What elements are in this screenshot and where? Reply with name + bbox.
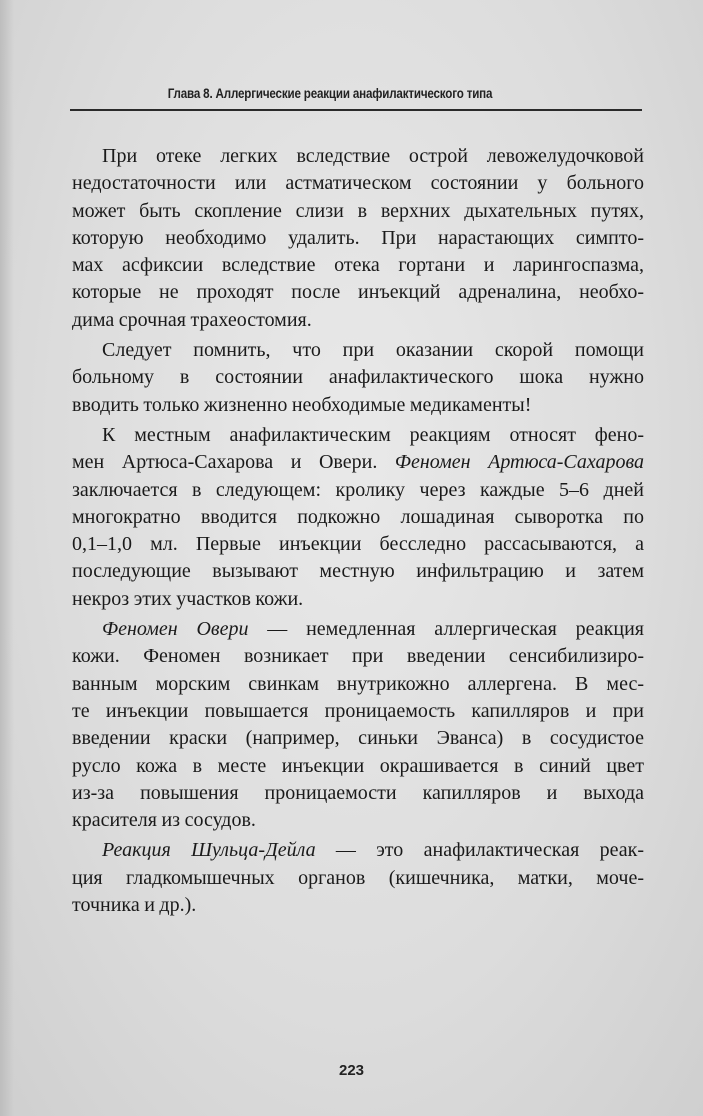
text-line-mixed — [72, 837, 644, 864]
text-segment: — это анафилактическая реак- — [315, 839, 644, 862]
text-line: ция гладкомышечных органов (кишечника, матки, моче- — [72, 866, 644, 889]
text-line: те инъекции повышается проницаемость капилляров и при — [72, 699, 644, 722]
text-line: К местным анафилактическим реакциям относят фено- — [102, 423, 644, 446]
italic-term: Феномен Артюса-Сахарова — [394, 451, 644, 474]
text-line: русло кожа в месте инъекции окрашивается в синий цвет — [72, 754, 644, 777]
text-line: мах асфиксии вследствие отека гортани и ларингоспазма, — [72, 254, 644, 277]
text-line: которые не проходят после инъекций адреналина, необхо- — [72, 281, 644, 304]
text-line: При отеке легких вследствие острой левожелудочковой — [102, 145, 644, 167]
text-line: которую необходимо удалить. При нарастающих симпто- — [72, 226, 644, 249]
text-line: многократно вводится подкожно лошадиная сыворотка по — [72, 505, 644, 528]
italic-term: Реакция Шульца-Дейла — [102, 839, 316, 862]
text-line: вводить только жизненно необходимые медикаменты! — [72, 393, 532, 416]
header-rule — [70, 109, 642, 111]
italic-term: Феномен Овери — [102, 618, 249, 641]
text-line: может быть скопление слизи в верхних дыхательных путях, — [72, 199, 644, 222]
text-line: Следует помнить, что при оказании скорой помощи — [102, 339, 644, 362]
text-line: дима срочная трахеостомия. — [72, 308, 312, 331]
body-text — [72, 143, 644, 919]
text-line: некроз этих участков кожи. — [72, 587, 304, 610]
text-line: недостаточности или астматическом состоянии у больного — [72, 172, 644, 195]
running-head: Глава 8. Аллергические реакции анафилактического типа — [167, 86, 493, 101]
text-line-mixed — [72, 449, 644, 476]
text-line: введении краски (например, синьки Эванса) в сосудистое — [72, 727, 644, 750]
text-line-mixed — [72, 616, 644, 643]
text-line: из-за повышения проницаемости капилляров и выхода — [72, 781, 644, 804]
text-segment: мен Артюса-Сахарова и Овери. — [72, 451, 395, 474]
text-line: 0,1–1,0 мл. Первые инъекции бесследно рассасываются, а — [72, 533, 644, 556]
text-line: больному в состоянии анафилактического шока нужно — [72, 366, 644, 389]
text-line: заключается в следующем: кролику через каждые 5–6 дней — [72, 478, 644, 501]
page-number: 223 — [338, 1062, 365, 1079]
text-line: кожи. Феномен возникает при введении сенсибилизиро- — [72, 645, 644, 668]
text-line: ванным морским свинкам внутрикожно аллергена. В мес- — [72, 672, 644, 695]
text-line: последующие вызывают местную инфильтрацию и затем — [72, 560, 644, 583]
text-line: точника и др.). — [72, 894, 197, 917]
text-segment: — немедленная аллергическая реакция — [248, 618, 644, 641]
text-line: красителя из сосудов. — [72, 809, 256, 832]
spine-shadow — [0, 0, 14, 1116]
